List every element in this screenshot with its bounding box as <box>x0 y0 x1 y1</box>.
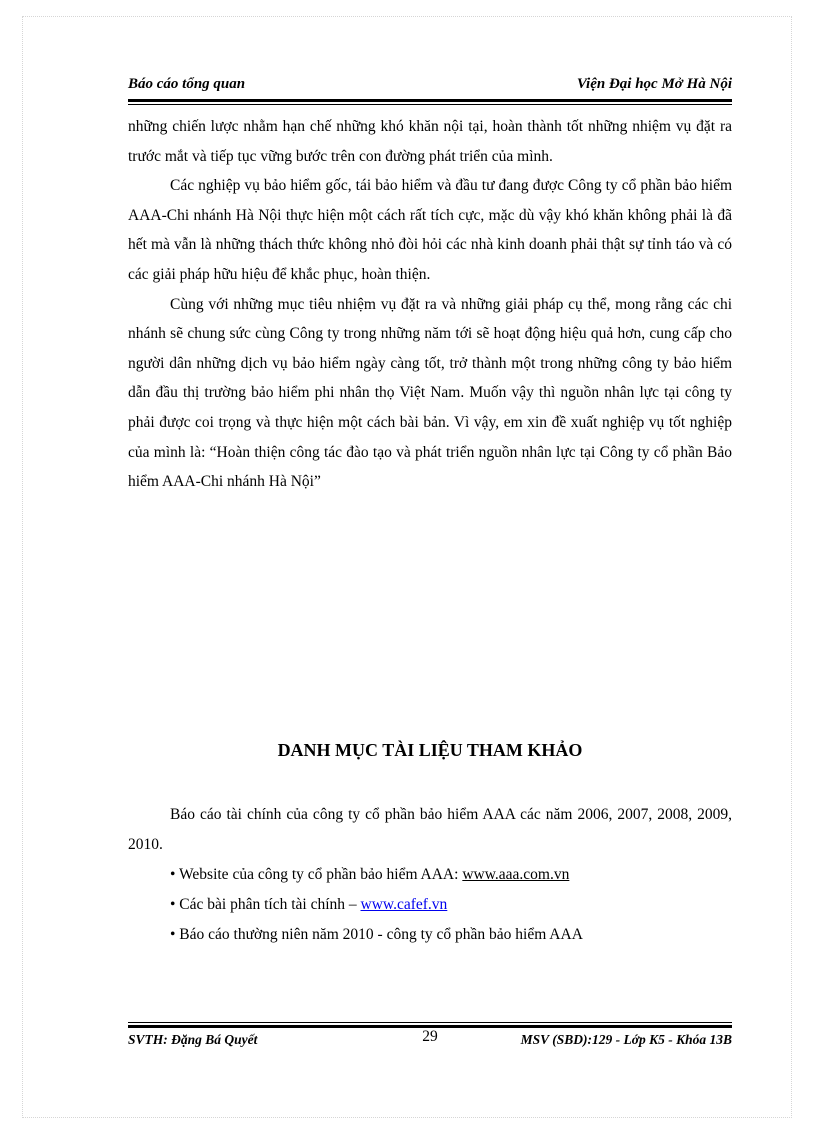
footer-student-id: MSV (SBD):129 - Lớp K5 - Khóa 13B <box>520 1032 732 1047</box>
header-document-title: Báo cáo tổng quan <box>128 76 246 92</box>
reference-item: Báo cáo tài chính của công ty cổ phần bảo hiểm AAA các năm 2006, 2007, 2008, 2009, 2010. <box>128 806 732 853</box>
reference-item: • Báo cáo thường niên năm 2010 - công ty cổ phần bảo hiểm AAA <box>170 926 583 943</box>
references-list <box>128 800 732 950</box>
body-text <box>128 112 732 497</box>
reference-text: • Website của công ty cổ phần bảo hiểm AAA: <box>170 866 459 883</box>
header-rule-thin <box>128 104 732 105</box>
reference-item <box>128 890 732 920</box>
header-rule-thick <box>128 99 732 102</box>
reference-url[interactable]: www.aaa.com.vn <box>462 866 570 883</box>
page-number: 29 <box>422 1028 438 1045</box>
page-header <box>128 76 732 98</box>
header-institution: Viện Đại học Mở Hà Nội <box>576 76 732 92</box>
page-footer <box>128 1028 732 1050</box>
paragraph: Các nghiệp vụ bảo hiểm gốc, tái bảo hiểm và đầu tư đang được Công ty cổ phần bảo hiểm AAA-Chi nhánh Hà Nội thực hiện một cách rất tích cực, mặc dù vậy khó khăn không phải là đã hết mà vẫn là những thách thức không nhỏ đòi hỏi các nhà kinh doanh phải thật sự tỉnh táo và có các giải pháp hữu hiệu để khắc phục, hoàn thiện. <box>128 177 732 283</box>
reference-item <box>128 860 732 890</box>
reference-text: • Các bài phân tích tài chính – <box>170 896 357 913</box>
footer-student-name: SVTH: Đặng Bá Quyết <box>128 1032 258 1047</box>
footer-rule-thin <box>128 1022 732 1023</box>
reference-link[interactable]: www.cafef.vn <box>360 896 448 913</box>
references-heading: DANH MỤC TÀI LIỆU THAM KHẢO <box>277 740 583 760</box>
paragraph: Cùng với những mục tiêu nhiệm vụ đặt ra và những giải pháp cụ thể, mong rằng các chi nhánh sẽ chung sức cùng Công ty trong những năm tới sẽ hoạt động hiệu quả hơn, cung cấp cho người dân những dịch vụ bảo hiểm ngày càng tốt, trở thành một trong những công ty bảo hiểm dẫn đầu thị trường bảo hiểm phi nhân thọ Việt Nam. Muốn vậy thì nguồn nhân lực tại công ty phải được coi trọng và thực hiện một cách bài bản. Vì vậy, em xin đề xuất nghiệp vụ tốt nghiệp của mình là: “Hoàn thiện công tác đào tạo và phát triển nguồn nhân lực tại Công ty cổ phần Bảo hiểm AAA-Chi nhánh Hà Nội” <box>128 295 732 491</box>
paragraph-continued: những chiến lược nhằm hạn chế những khó khăn nội tại, hoàn thành tốt những nhiệm vụ đặt ra trước mắt và tiếp tục vững bước trên con đường phát triển của mình. <box>128 118 732 165</box>
